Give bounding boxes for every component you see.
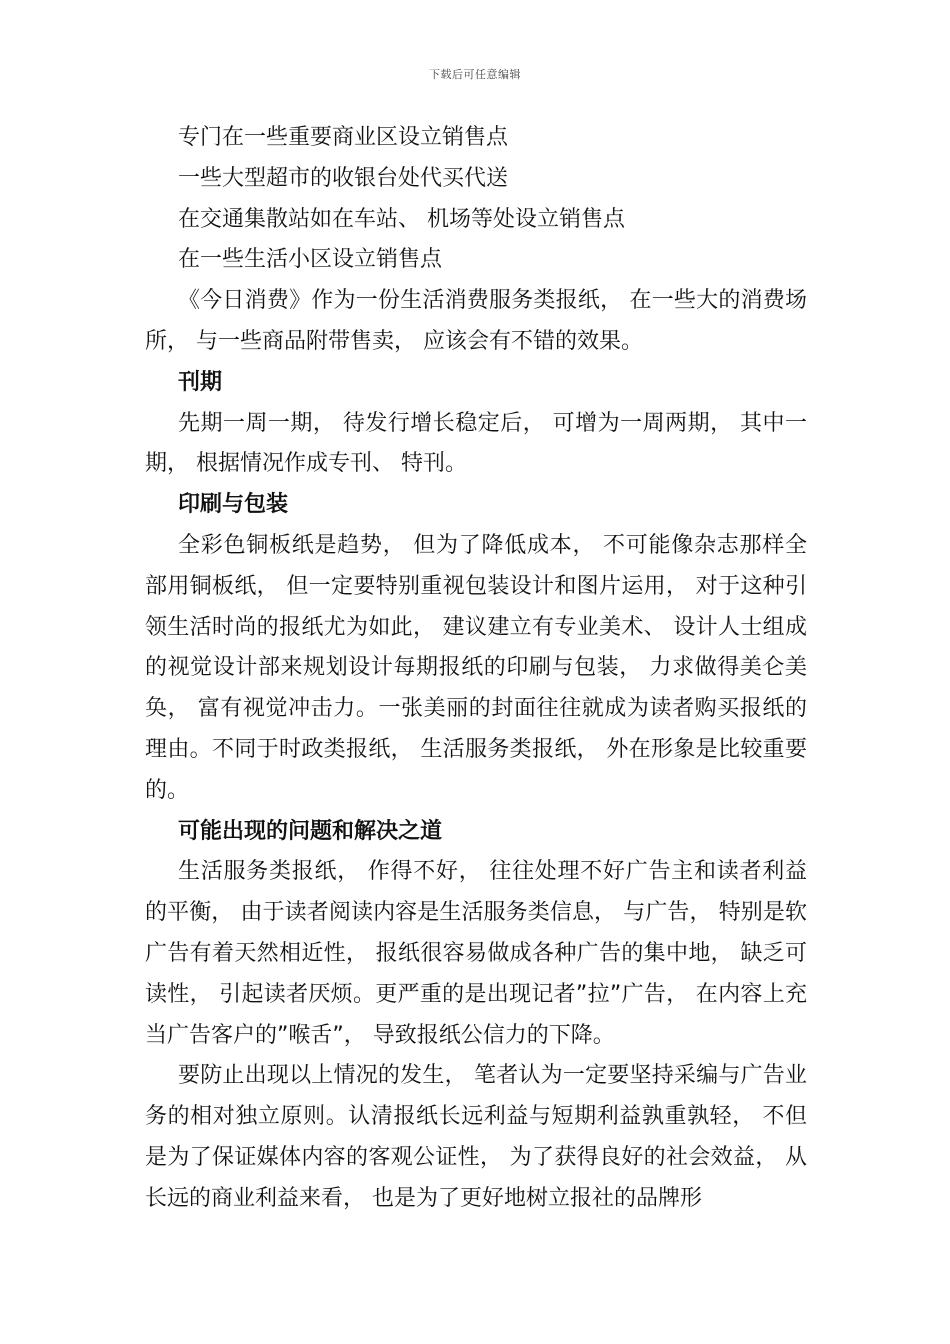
paragraph-print: 全彩色铜板纸是趋势， 但为了降低成本， 不可能像杂志那样全部用铜板纸， 但一定要特别重视包装设计和图片运用， 对于这种引领生活时尚的报纸尤为如此， 建议建立有专业美术、 设计人士组成的视觉设计部来规划设计每期报纸的印刷与包装， 力求做得美仑美奂， 富有视觉冲击力。一张美丽的封面往往就成为读者购买报纸的理由。不同于时政类报纸， 生活服务类报纸， 外在形象是比较重要的。 [145,532,807,803]
section-heading-print: 印刷与包装 [178,492,289,518]
paragraph-solution: 要防止出现以上情况的发生， 笔者认为一定要坚持采编与广告业务的相对独立原则。认清报纸长远利益与短期利益孰重孰轻， 不但是为了保证媒体内容的客观公证性， 为了获得良好的社会效益， 从长远的商业利益来看， 也是为了更好地树立报社的品牌形 [145,1063,807,1211]
list-item: 在交通集散站如在车站、 机场等处设立销售点 [178,206,625,232]
list-item: 专门在一些重要商业区设立销售点 [178,125,509,150]
paragraph-kanqi: 先期一周一期， 待发行增长稳定后， 可增为一周两期， 其中一期， 根据情况作成专刊、 特刊。 [145,410,807,477]
page-header: 下载后可任意编辑 [429,68,521,81]
section-heading-kanqi: 刊期 [178,369,223,395]
paragraph-problems: 生活服务类报纸， 作得不好， 往往处理不好广告主和读者利益的平衡， 由于读者阅读内容是生活服务类信息， 与广告， 特别是软广告有着天然相近性， 报纸很容易做成各种广告的集中地， 缺乏可读性， 引起读者厌烦。更严重的是出现记者”拉”广告， 在内容上充当广告客户的”喉舌”， 导致报纸公信力的下降。 [145,859,807,1048]
list-item: 一些大型超市的收银台处代买代送 [178,165,509,191]
list-item: 在一些生活小区设立销售点 [178,247,443,273]
document-body [145,118,807,1220]
paragraph-distribution: 《今日消费》作为一份生活消费服务类报纸， 在一些大的消费场所， 与一些商品附带售卖， 应该会有不错的效果。 [145,288,807,354]
section-heading-problems: 可能出现的问题和解决之道 [178,818,443,844]
